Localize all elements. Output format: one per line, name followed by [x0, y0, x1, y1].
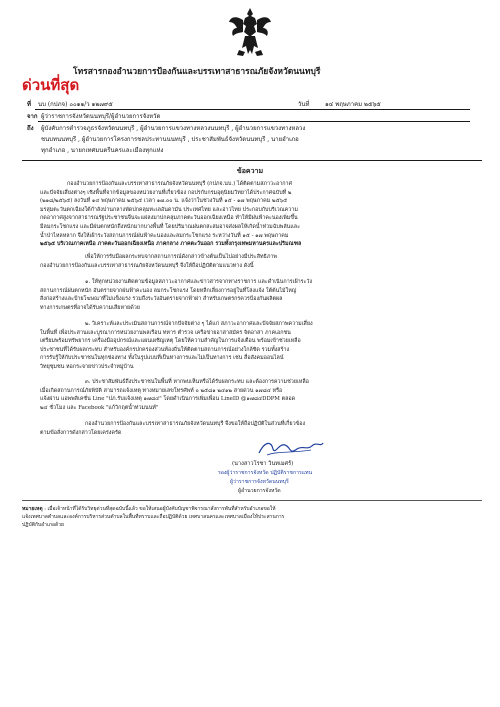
text-line: สิ่งก่อสร้างและป้ายโฆษณาที่ไม่แข็งแรง รวมถึงระวังอันตรายจากฟ้าผ่า สำหรับเกษตรกรควรป้องกันผลิตผล: [40, 296, 283, 303]
signer-title: ผู้อำนวยการจังหวัด: [238, 488, 281, 494]
text-line: ตามข้อสั่งการดังกล่าวโดยเคร่งครัด: [40, 429, 122, 436]
text-line: ๒๕๖๕ บริเวณภาคเหนือ ภาคตะวันออกเฉียงเหนือ ภาคกลาง ภาคตะวันออก รวมทั้งกรุงเทพมหานครและปริมณฑล: [40, 241, 302, 248]
text-line: กดอากาศสูงจากสาธารณรัฐประชาชนจีนจะแผ่ลงมาปกคลุมภาคตะวันออกเฉียงเหนือ ทำให้มีฝนฟ้าคะนองเพิ่มขึ้น: [40, 215, 298, 222]
item-3: [40, 378, 480, 412]
note-label: หมายเหตุ: [22, 506, 43, 512]
text-line: ประชาชนที่ได้รับผลกระทบ สำหรับองค์กรปกครองส่วนท้องถิ่นให้ติดตามสถานการณ์อย่างใกล้ชิด รวมทั้งสร้าง: [40, 346, 290, 353]
handwritten-signature: [255, 437, 325, 459]
section-heading: ข้อความ: [236, 166, 264, 175]
text-line: เมื่อเกิดสถานการณ์ภัยพิบัติ สามารถแจ้งเหตุ ทางหมายเลขโทรศัพท์ ๐ ๒๕๘๑ ๒๔๑๒ สายด่วน ๑๗๘๔ หรือ: [40, 387, 283, 394]
text-line: ๒๔ ชั่วโมง และ Facebook "แก้วิกฤตน้ำท่วมนนท์": [40, 404, 159, 411]
text-line: กองอำนวยการป้องกันและบรรเทาสาธารณภัยจังหวัดนนทบุรี จึงขอให้ถือปฏิบัติในส่วนที่เกี่ยวข้อง: [85, 421, 306, 427]
note-text: ปฏิบัติกับอำเภอด้วย: [22, 522, 64, 528]
org-title: โทรสารกองอำนวยการป้องกันและบรรเทาสาธารณภัยจังหวัดนนทบุรี: [73, 67, 321, 77]
date-value: ๑๔ พฤษภาคม ๒๕๖๕: [325, 101, 381, 108]
doc-no-label: ที่: [27, 101, 31, 108]
garuda-emblem: [227, 6, 273, 58]
text-line: น้ำป่าไหลหลาก จึงให้เฝ้าระวังสถานการณ์ฝนฟ้าคะนองและลมกระโชกแรง ระหว่างวันที่ ๑๕ - ๑๗ พฤษภาคม: [40, 232, 289, 239]
date-label: วันที่: [298, 101, 310, 108]
text-line: กองอำนวยการป้องกันและบรรเทาสาธารณภัยจังหวัดนนทบุรี จึงให้ถือปฏิบัติตามแนวทาง ดังนี้: [40, 262, 254, 269]
intro-paragraph: [40, 180, 480, 249]
text-line: แจ้งผ่าน แอพพลิเคชั่น Line "ปภ.รับแจ้งเหตุ ๑๗๘๔" โดยดำเนินการเพิ่มเพื่อน LineID @๑๗๘๔DDPM ตลอด: [40, 396, 296, 403]
to-line: ชนบทนนทบุรี , ผู้อำนวยการโครงการชลประทานนนทบุรี , ประชาสัมพันธ์จังหวัดนนทบุรี , นายอำเภอ: [41, 136, 299, 143]
text-line: มรสุมตะวันตกเฉียงใต้กำลังปานกลางพัดปกคลุมทะเลอันดามัน ประเทศไทย และอ่าวไทย ประกอบกับบริเวณความ: [40, 206, 298, 213]
item-2: [40, 320, 480, 372]
text-line: การรับรู้ให้กับประชาชนในทุกช่องทาง ทั้งในรูปแบบที่เป็นทางการและไม่เป็นทางการ เช่น สื่อสังคมออนไลน์: [40, 355, 284, 362]
to-line: ผู้บังคับการตำรวจภูธรจังหวัดนนทบุรี , ผู้อำนวยการแขวงทางหลวงนนทบุรี , ผู้อำนวยการแขวงทางหลวง: [41, 125, 306, 132]
note-text: : เมื่อเจ้าหน้าที่ได้รับวิทยุด่วนที่สุดฉบับนี้แล้ว ขอให้เสนอผู้บังคับบัญชาพิจารณาสั่งการพันที่สำหรับอำเภอขอให้: [44, 506, 276, 512]
text-line: สถานการณ์ฝนตกหนัก อันตรายจากฝนฟ้าคะนอง ลมกระโชกแรง โดยหลีกเลี่ยงการอยู่ในที่โล่งแจ้ง ใต้ต้นไม้ใหญ่: [40, 287, 297, 294]
to-label: ถึง: [27, 125, 34, 132]
doc-no: นบ (กปภจ) ๐๐๑๑/ว ๑๒๗๙๕: [38, 101, 113, 108]
text-line: ๑. ให้ทุกหน่วยงานติดตามข้อมูลสภาวะอากาศและข่าวสารจากทางราชการ และดำเนินการเฝ้าระวัง: [85, 279, 313, 285]
urgent-stamp: ด่วนที่สุด: [22, 76, 80, 94]
text-line: ทางการเกษตรที่อาจได้รับความเสียหายด้วย: [40, 304, 140, 311]
item-1: [40, 278, 480, 312]
text-line: ๒. วิเคราะห์และประเมินสถานการณ์จากปัจจัยต่าง ๆ ได้แก่ สภาวะอากาศและปัจจัยสภาพความเสี่ยง: [85, 321, 313, 327]
purpose-paragraph: [40, 253, 480, 270]
text-line: ๓. ประชาสัมพันธ์ถึงประชาชนในพื้นที่ หากพบเห็นหรือได้รับผลกระทบ และต้องการความช่วยเหลือ: [85, 379, 309, 385]
note-text: แจ้งเทศบาลตำบลและองค์การบริหารส่วนตำบลในพื้นที่ทราบและถือปฏิบัติด้วย เทศบาลนครและเทศบาลเมืองให้ประสานการ: [22, 514, 285, 520]
text-line: และปัจจัยเสี่ยงต่างๆ เชิงพื้นที่จากข้อมูลของหน่วยงานที่เกี่ยวข้อง กอปรกับกรมอุตุนิยมวิทยาได้ประกาศฉบับที่ ๒: [40, 189, 292, 196]
closing-paragraph: [40, 420, 480, 437]
signer-title: รองผู้ว่าราชการจังหวัด ปฏิบัติราชการแทน: [218, 470, 313, 476]
text-line: กองอำนวยการป้องกันและบรรเทาสาธารณภัยจังหวัดนนทบุรี (กปภจ.นบ.) ได้ติดตามสภาวะอากาศ: [67, 181, 292, 187]
to-line: ทุกอำเภอ , นายกเทศมนตรีนครและเมืองทุกแห่ง: [41, 147, 164, 154]
signer-name: (นางสาวโรชา วินทเมศร์): [232, 461, 294, 467]
text-line: ในพื้นที่ เพื่อประสานและบูรณาการหน่วยงานพลเรือน ทหาร ตำรวจ เครือข่ายอาสาสมัคร จิตอาสา ภาคเอกชน: [40, 329, 291, 336]
text-line: เตรียมพร้อมทรัพยากร เครื่องมืออุปกรณ์และแผนเผชิญเหตุ โดยให้ความสำคัญในการแจ้งเตือน พร้อมเข้าช่วยเหลือ: [40, 338, 301, 345]
signer-title: ผู้ว่าราชการจังหวัดนนทบุรี: [230, 479, 289, 485]
from-value: ผู้ว่าราชการจังหวัดนนทบุรี/ผู้อำนวยการจังหวัด: [41, 113, 161, 120]
text-line: วิทยุชุมชน หอกระจายข่าวประจำหมู่บ้าน: [40, 363, 134, 370]
text-line: เพื่อให้การรับมือผลกระทบจากสถานการณ์ดังกล่าวข้างต้นเป็นไปอย่างมีประสิทธิภาพ: [85, 254, 277, 260]
text-line: (๒๑๘/๒๕๖๕) ลงวันที่ ๑๔ พฤษภาคม ๒๕๖๕ เวลา ๑๗.๐๐ น. แจ้งว่าในช่วงวันที่ ๑๕ - ๑๗ พฤษภาคม ๒๕๖๕: [40, 198, 288, 205]
text-line: มีลมกระโชกแรง และมีฝนตกหนักถึงหนักมากบางพื้นที่ โดยปริมาณฝนตกสะสมอาจส่งผลให้เกิดน้ำท่วมฉับพลันและ: [40, 223, 301, 230]
footer-note: [22, 505, 482, 529]
from-label: จาก: [27, 113, 38, 120]
